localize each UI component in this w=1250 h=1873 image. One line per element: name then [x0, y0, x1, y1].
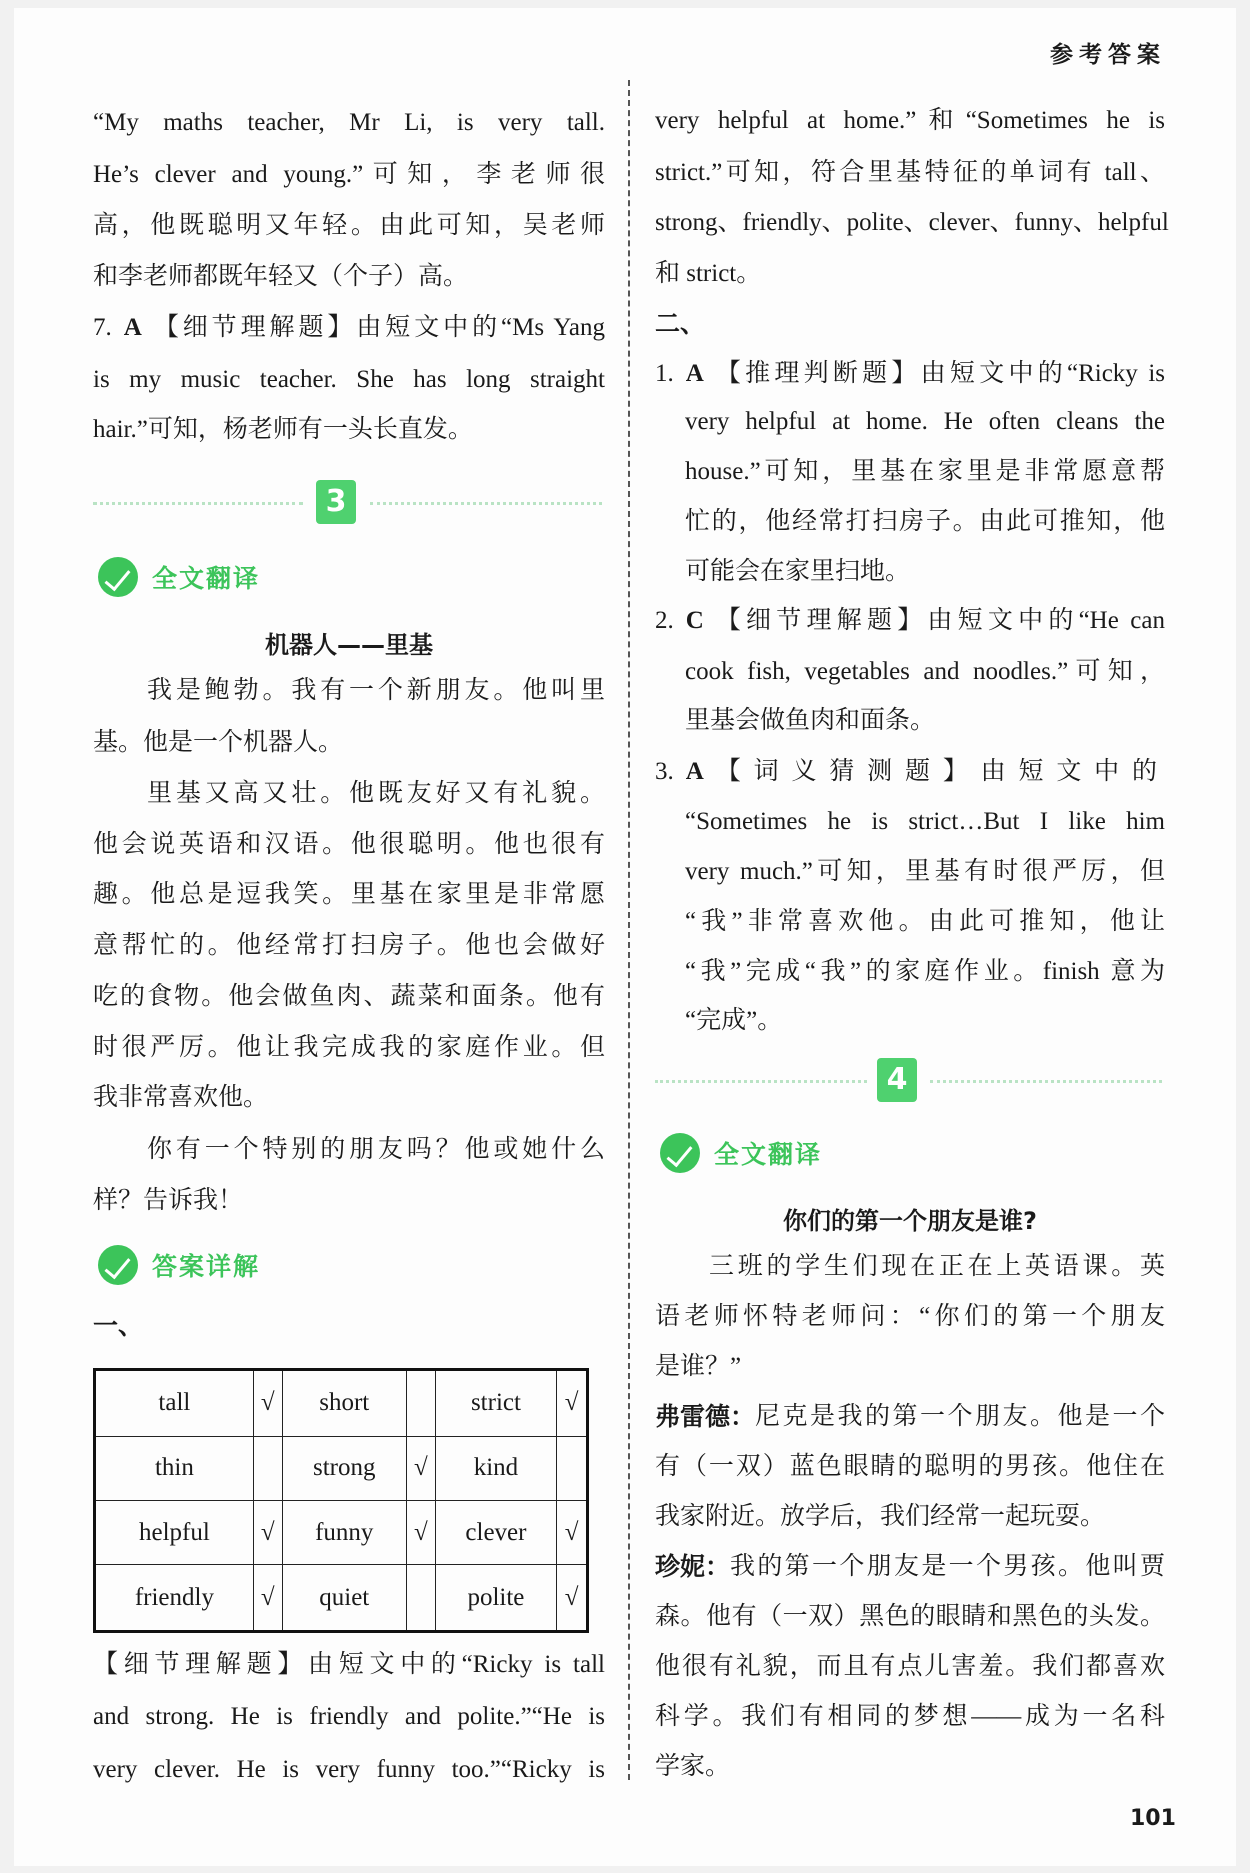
table-cell: tall: [95, 1370, 254, 1437]
section-badge: 4: [877, 1058, 917, 1102]
table-cell: √: [253, 1565, 282, 1632]
text-line: He’s clever and young.”可知，李老师很: [93, 161, 605, 188]
text-line: 科学。我们有相同的梦想——成为一名科: [655, 1703, 1165, 1730]
table-cell: kind: [435, 1436, 556, 1500]
text-line: 你有一个特别的朋友吗？他或她什么: [147, 1136, 605, 1163]
dotted-rule: [655, 1080, 867, 1083]
text-line: 我的第一个朋友是一个男孩。他叫贾: [730, 1553, 1165, 1580]
section-label: 全文翻译: [152, 564, 261, 593]
text-line: strict.”可知，符合里基特征的单词有 tall、: [655, 159, 1165, 186]
question-1: [655, 356, 1165, 392]
text-line: hair.”可知，杨老师有一头长直发。: [93, 416, 473, 443]
dotted-rule: [370, 502, 602, 505]
text-line: strong、friendly、polite、clever、funny、helpful: [655, 209, 1169, 236]
text-line: 是谁？”: [655, 1353, 742, 1380]
answer: A: [123, 314, 142, 341]
text-line: very helpful at home. He often cleans the: [685, 408, 1165, 435]
text-line: house.”可知，里基在家里是非常愿意帮: [685, 458, 1165, 485]
table-cell: thin: [95, 1436, 254, 1500]
answer-table: [93, 1368, 589, 1633]
text-line: 语老师怀特老师问：“你们的第一个朋友: [655, 1303, 1165, 1330]
text-line: very helpful at home.”和“Sometimes he is: [655, 107, 1165, 134]
text-line: 和 strict。: [655, 260, 762, 287]
text-line: 有（一双）蓝色眼睛的聪明的男孩。他住在: [655, 1453, 1165, 1480]
dialogue-fred: [655, 1399, 1165, 1435]
text-line: 学家。: [655, 1753, 731, 1780]
table-cell: √: [253, 1370, 282, 1437]
dotted-rule: [930, 1080, 1162, 1083]
answer: C: [685, 607, 704, 634]
question-text: 【推理判断题】由短文中的“Ricky is: [715, 360, 1165, 387]
text-line: 我家附近。放学后，我们经常一起玩耍。: [655, 1503, 1106, 1530]
text-line: 他很有礼貌，而且有点儿害羞。我们都喜欢: [655, 1653, 1165, 1680]
text-line: and strong. He is friendly and polite.”“He is: [93, 1703, 605, 1730]
table-cell: √: [406, 1436, 435, 1500]
text-line: 他会说英语和汉语。他很聪明。他也很有: [93, 831, 605, 858]
table-row: [95, 1436, 588, 1500]
table-cell: √: [557, 1565, 588, 1632]
question-2: [655, 603, 1165, 639]
text-line: 高，他既聪明又年轻。由此可知，吴老师: [93, 212, 605, 239]
text-line: “我”完成“我”的家庭作业。finish 意为: [685, 958, 1165, 985]
text-line: 【细节理解题】由短文中的“Ricky is tall: [93, 1651, 605, 1678]
table-cell: funny: [282, 1500, 406, 1564]
question-text: 【细节理解题】由短文中的“He can: [715, 607, 1165, 634]
text-line: 时很严厉。他让我完成我的家庭作业。但: [93, 1034, 605, 1061]
text-line: cook fish, vegetables and noodles.”可知，: [685, 658, 1165, 685]
section-heading-answers: [98, 1245, 260, 1285]
passage-title: 你们的第一个朋友是谁?: [783, 1207, 1037, 1235]
table-cell: short: [282, 1370, 406, 1437]
part-label: 二、: [655, 311, 706, 338]
question-number: 1.: [655, 360, 674, 387]
table-cell: [406, 1370, 435, 1437]
text-line: “My maths teacher, Mr Li, is very tall.: [93, 109, 605, 136]
section-heading-translation: [98, 557, 260, 597]
question-text: 【词义猜测题】由短文中的: [715, 758, 1165, 785]
table-row: [95, 1500, 588, 1564]
table-cell: √: [557, 1500, 588, 1564]
table-row: [95, 1565, 588, 1632]
text-line: 和李老师都既年轻又（个子）高。: [93, 263, 469, 290]
text-line: very much.”可知，里基有时很严厉，但: [685, 858, 1165, 885]
part-label: 一、: [93, 1313, 144, 1340]
passage-title: 机器人——里基: [265, 631, 433, 659]
column-divider: [628, 80, 630, 1780]
pencil-check-icon: [98, 557, 138, 597]
page-number: 101: [1130, 1806, 1176, 1831]
question-number: 2.: [655, 607, 674, 634]
question-text: 【细节理解题】由短文中的“Ms Yang: [153, 314, 605, 341]
section-heading-translation: [660, 1133, 822, 1173]
question-number: 7.: [93, 314, 112, 341]
answer: A: [685, 758, 704, 785]
table-row: [95, 1370, 588, 1437]
table-cell: helpful: [95, 1500, 254, 1564]
text-line: 我非常喜欢他。: [93, 1084, 269, 1111]
table-cell: [406, 1565, 435, 1632]
table-cell: √: [406, 1500, 435, 1564]
text-line: 尼克是我的第一个朋友。他是一个: [755, 1403, 1165, 1430]
speaker-name: 珍妮：: [655, 1552, 731, 1581]
text-line: 可能会在家里扫地。: [685, 558, 911, 585]
table-cell: polite: [435, 1565, 556, 1632]
table-cell: friendly: [95, 1565, 254, 1632]
text-line: 三班的学生们现在正在上英语课。英: [709, 1253, 1165, 1280]
text-line: very clever. He is very funny too.”“Ricky is: [93, 1756, 605, 1783]
section-label: 答案详解: [152, 1252, 261, 1281]
text-line: 里基会做鱼肉和面条。: [685, 707, 936, 734]
section-badge: 3: [316, 480, 356, 524]
table-cell: clever: [435, 1500, 556, 1564]
text-line: 意帮忙的。他经常打扫房子。他也会做好: [93, 932, 605, 959]
dialogue-jenny: [655, 1549, 1165, 1585]
text-line: is my music teacher. She has long straight: [93, 366, 605, 393]
question-3: [655, 754, 1165, 790]
text-line: 基。他是一个机器人。: [93, 729, 344, 756]
question-7: [93, 310, 605, 346]
table-cell: [557, 1436, 588, 1500]
text-line: “Sometimes he is strict…But I like him: [685, 808, 1165, 835]
text-line: 趣。他总是逗我笑。里基在家里是非常愿: [93, 881, 605, 908]
table-cell: [253, 1436, 282, 1500]
table-cell: quiet: [282, 1565, 406, 1632]
check-icon: [98, 1245, 138, 1285]
answer: A: [685, 360, 704, 387]
text-line: “完成”。: [685, 1007, 783, 1034]
speaker-name: 弗雷德：: [655, 1402, 756, 1431]
text-line: 忙的，他经常打扫房子。由此可推知，他: [685, 508, 1165, 535]
table-cell: √: [253, 1500, 282, 1564]
table-cell: strong: [282, 1436, 406, 1500]
text-line: 吃的食物。他会做鱼肉、蔬菜和面条。他有: [93, 983, 605, 1010]
question-number: 3.: [655, 758, 674, 785]
text-line: 样？告诉我！: [93, 1187, 244, 1214]
text-line: 森。他有（一双）黑色的眼睛和黑色的头发。: [655, 1603, 1165, 1630]
page-header: 参考答案: [1050, 42, 1166, 68]
dotted-rule: [93, 502, 303, 505]
text-line: 我是鲍勃。我有一个新朋友。他叫里: [147, 677, 605, 704]
pencil-check-icon: [660, 1133, 700, 1173]
table-cell: √: [557, 1370, 588, 1437]
table-cell: strict: [435, 1370, 556, 1437]
section-label: 全文翻译: [714, 1140, 823, 1169]
text-line: “我”非常喜欢他。由此可推知，他让: [685, 908, 1165, 935]
text-line: 里基又高又壮。他既友好又有礼貌。: [147, 780, 605, 807]
